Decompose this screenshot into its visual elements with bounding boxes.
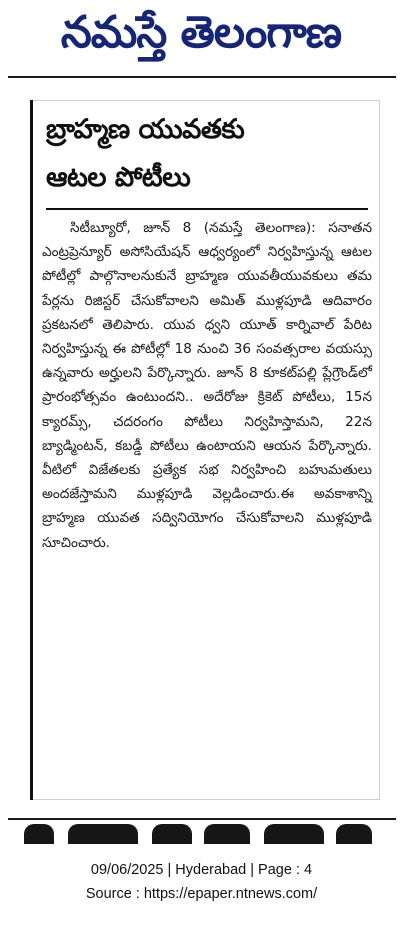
epaper-footer — [0, 858, 403, 906]
headline-fragment-glyph — [68, 824, 138, 844]
headline-fragment-glyph — [24, 824, 54, 844]
article-headline — [46, 106, 366, 202]
headline-line-2: ఆటల పోటీలు — [46, 162, 191, 193]
article-left-rule — [30, 100, 33, 800]
next-article-headline-fragment — [24, 818, 394, 844]
footer-date-edition: 09/06/2025 | Hyderabad | Page : 4 — [90, 862, 313, 878]
footer-source: Source : https://epaper.ntnews.com/ — [85, 886, 318, 902]
headline-divider — [46, 208, 368, 210]
masthead-divider — [8, 76, 396, 78]
headline-line-1: బ్రాహ్మణ యువతకు — [46, 114, 245, 145]
headline-fragment-glyph — [336, 824, 372, 844]
article-body: సిటీబ్యూరో, జూన్ 8 (నమస్తే తెలంగాణ): సనాతన ఎంట్రప్రెన్యూర్ అసోసియేషన్ ఆధ్వర్యంలో నిర్వహిస్తున్న ఆటల పోటీల్లో పాల్గొనాలనుకునే బ్రాహ్మణ యువతీయువకులు తమ పేర్లను రిజిస్టర్ చేసుకోవాలని అమిత్ ముళ్లపూడి ఆదివారం ప్రకటనలో తెలిపారు. యువ ధ్వని యూత్ కార్నివాల్ పేరిట నిర్వహిస్తున్న ఈ పోటీల్లో 18 నుంచి 36 సంవత్సరాల వయస్సు ఉన్నవారు అర్హులని పేర్కొన్నారు. జూన్ 8 కూకట్‌పల్లి ప్లేగ్రౌండ్‌లో ప్రారంభోత్సవం ఉంటుందని.. అదేరోజు క్రికెట్ పోటీలు, 15న క్యారమ్స్, చదరంగం పోటీలు నిర్వహిస్తామని, 22న బ్యాడ్మింటన్, కబడ్డీ పోటీలు ఉంటాయని ఆయన పేర్కొన్నారు. వీటిలో విజేతలకు ప్రత్యేక సభ నిర్వహించి బహుమతులు అందజేస్తామని ముళ్లపూడి వెల్లడించారు.ఈ అవకాశాన్ని బ్రాహ్మణ యువత సద్వినియోగం చేసుకోవాలని ముళ్లపూడి సూచించారు. — [42, 220, 372, 551]
headline-fragment-glyph — [204, 824, 250, 844]
newspaper-masthead: నమస్తే తెలంగాణ — [60, 7, 342, 58]
headline-fragment-glyph — [152, 824, 192, 844]
headline-fragment-glyph — [264, 824, 324, 844]
